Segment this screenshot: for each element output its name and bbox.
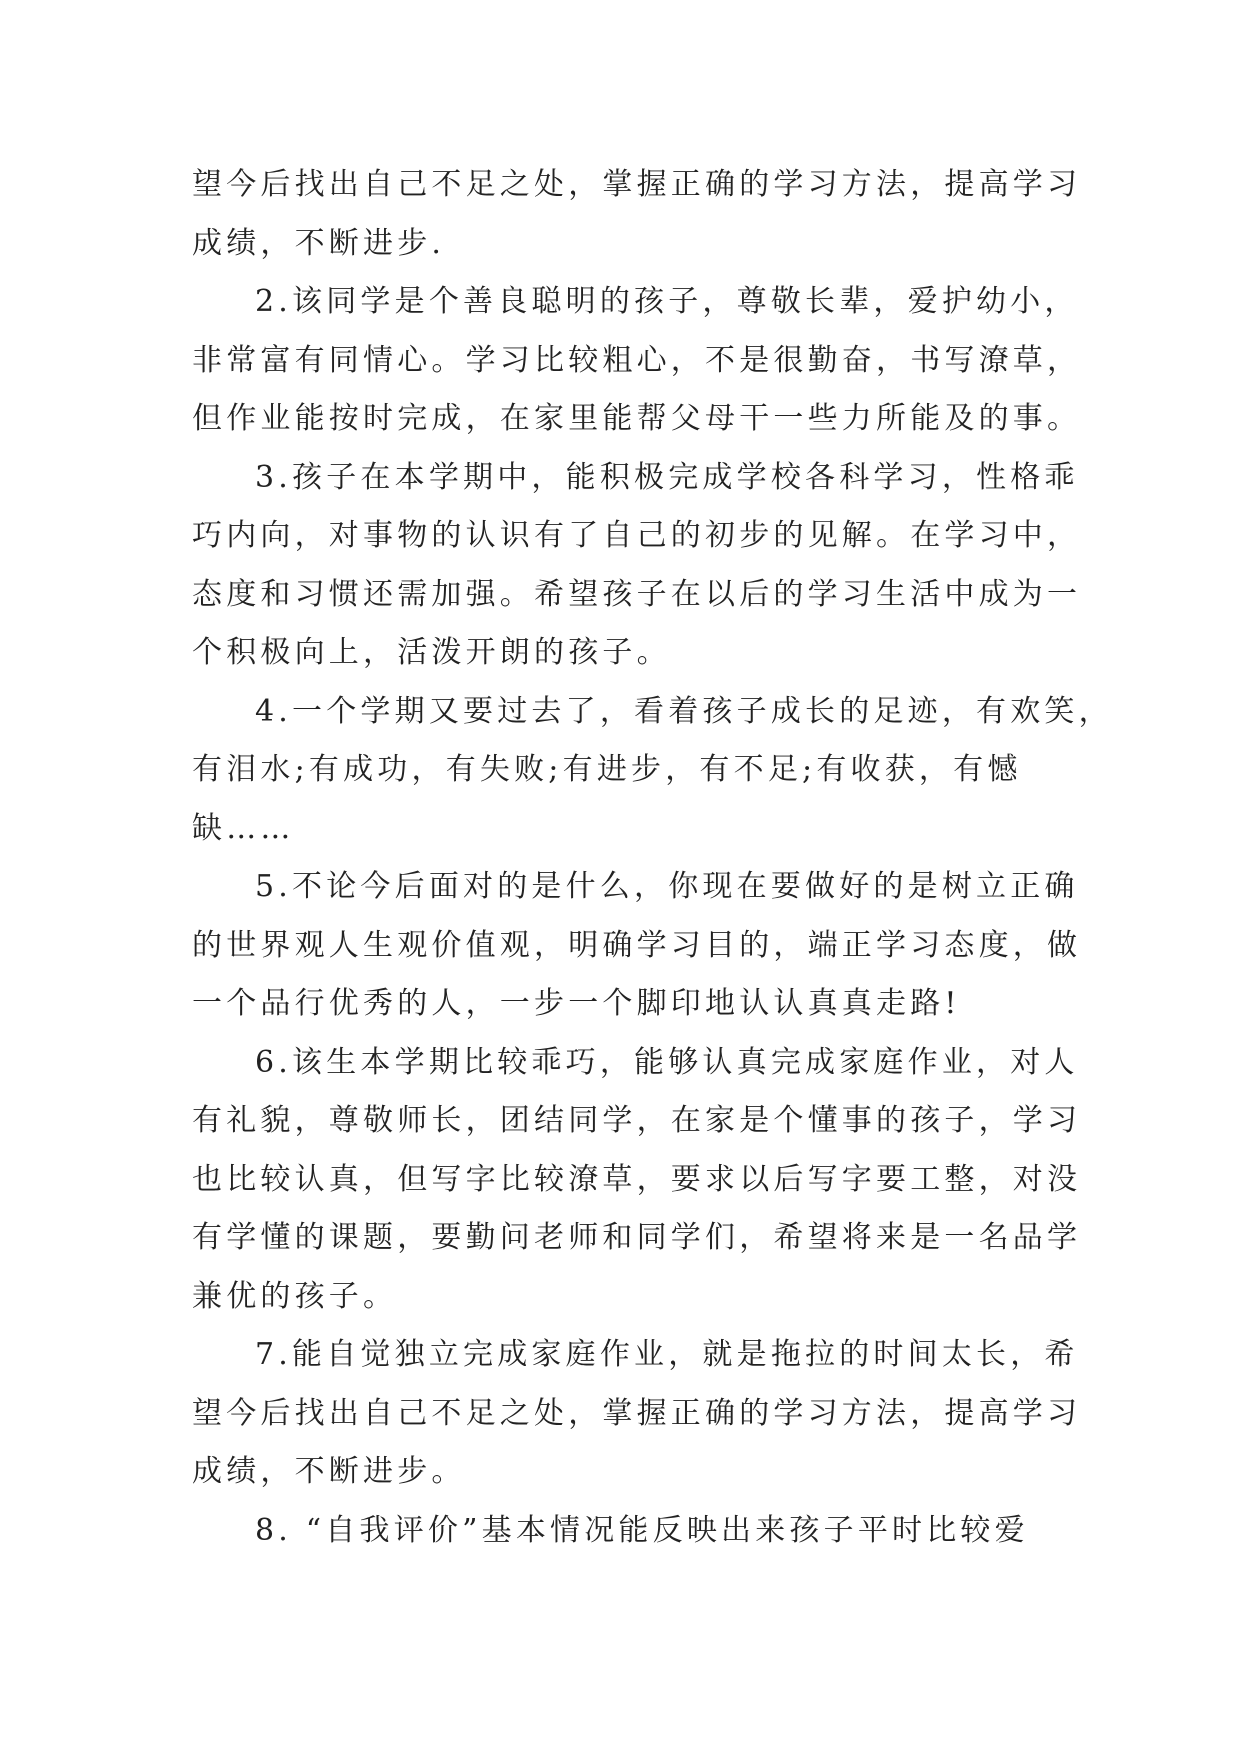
document-body bbox=[192, 156, 1113, 1560]
text-line: 望今后找出自己不足之处，掌握正确的学习方法，提高学习 bbox=[192, 167, 1082, 202]
text-line: 兼优的孩子。 bbox=[192, 1278, 398, 1314]
paragraph-start-2: 2.该同学是个善良聪明的孩子，尊敬长辈，爱护幼小， bbox=[255, 284, 1079, 319]
text-line: 有礼貌，尊敬师长，团结同学，在家是个懂事的孩子，学习 bbox=[192, 1103, 1082, 1138]
text-line: 个积极向上，活泼开朗的孩子。 bbox=[192, 635, 671, 670]
text-line: 成绩，不断进步。 bbox=[192, 1454, 466, 1489]
paragraph-start-4: 4.一个学期又要过去了，看着孩子成长的足迹，有欢笑， bbox=[255, 693, 1113, 729]
text-line: 也比较认真，但写字比较潦草，要求以后写字要工整，对没 bbox=[192, 1161, 1082, 1197]
text-line: 的世界观人生观价值观，明确学习目的，端正学习态度，做 bbox=[192, 927, 1082, 963]
paragraph-start-3: 3.孩子在本学期中，能积极完成学校各科学习，性格乖 bbox=[255, 459, 1079, 495]
text-line: 有泪水;有成功，有失败;有进步，有不足;有收获，有憾 bbox=[192, 752, 1022, 787]
paragraph-start-5: 5.不论今后面对的是什么，你现在要做好的是树立正确 bbox=[255, 869, 1079, 904]
text-line: 成绩，不断进步. bbox=[192, 225, 446, 261]
text-line: 态度和习惯还需加强。希望孩子在以后的学习生活中成为一 bbox=[192, 576, 1082, 612]
paragraph-start-7: 7.能自觉独立完成家庭作业，就是拖拉的时间太长，希 bbox=[255, 1337, 1079, 1372]
text-line: 但作业能按时完成，在家里能帮父母干一些力所能及的事。 bbox=[192, 401, 1082, 436]
text-line: 巧内向，对事物的认识有了自己的初步的见解。在学习中， bbox=[192, 518, 1082, 553]
paragraph-start-6: 6.该生本学期比较乖巧，能够认真完成家庭作业，对人 bbox=[255, 1044, 1079, 1080]
text-line: 有学懂的课题，要勤问老师和同学们，希望将来是一名品学 bbox=[192, 1220, 1082, 1255]
text-line: 缺…… bbox=[192, 810, 295, 846]
text-line: 非常富有同情心。学习比较粗心，不是很勤奋，书写潦草， bbox=[192, 342, 1082, 378]
text-line: 一个品行优秀的人，一步一个脚印地认认真真走路! bbox=[192, 986, 961, 1021]
paragraph-start-8: 8. “自我评价”基本情况能反映出来孩子平时比较爱 bbox=[255, 1512, 1029, 1548]
text-line: 望今后找出自己不足之处，掌握正确的学习方法，提高学习 bbox=[192, 1395, 1082, 1431]
